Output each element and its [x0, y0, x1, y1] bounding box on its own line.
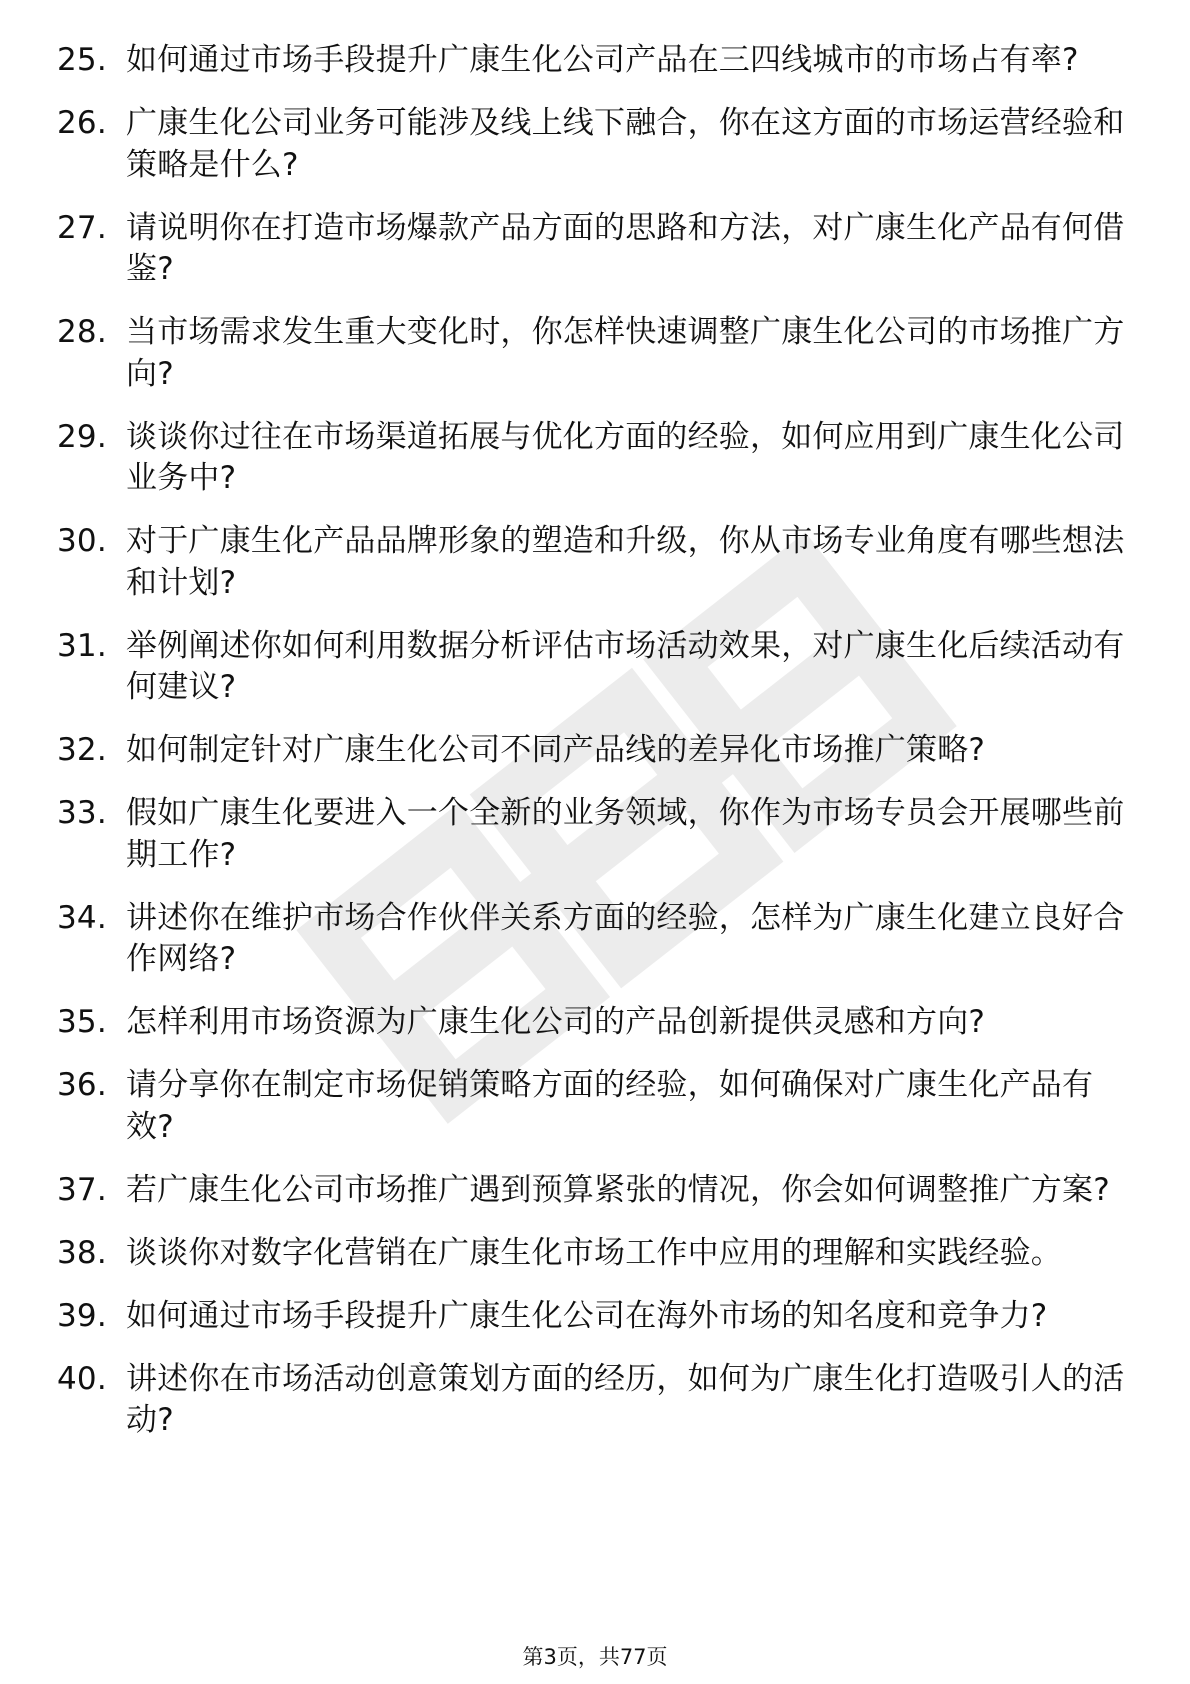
question-number: 31.	[57, 627, 107, 664]
question-item	[57, 103, 1127, 186]
question-number: 29.	[57, 418, 107, 455]
question-item	[57, 1170, 1127, 1212]
question-item	[57, 730, 1127, 772]
question-number: 40.	[57, 1360, 107, 1397]
question-item	[57, 1002, 1127, 1044]
question-number: 35.	[57, 1004, 107, 1040]
question-text: 广康生化公司业务可能涉及线上线下融合，你在这方面的市场运营经验和策略是什么?	[126, 105, 1125, 183]
question-text: 怎样利用市场资源为广康生化公司的产品创新提供灵感和方向?	[126, 1004, 986, 1040]
question-item	[57, 40, 1127, 82]
question-text: 举例阐述你如何利用数据分析评估市场活动效果，对广康生化后续活动有何建议?	[126, 627, 1125, 705]
question-text: 讲述你在维护市场合作伙伴关系方面的经验，怎样为广康生化建立良好合作网络?	[126, 899, 1125, 977]
question-item	[57, 898, 1127, 981]
question-number: 37.	[57, 1171, 107, 1208]
question-item	[57, 312, 1127, 395]
question-item	[57, 521, 1127, 604]
question-text: 请分享你在制定市场促销策略方面的经验，如何确保对广康生化产品有效?	[126, 1067, 1094, 1145]
question-number: 27.	[57, 209, 107, 246]
question-item	[57, 1296, 1127, 1338]
question-number: 36.	[57, 1067, 107, 1103]
question-number: 28.	[57, 314, 107, 350]
question-number: 32.	[57, 732, 107, 768]
question-text: 当市场需求发生重大变化时，你怎样快速调整广康生化公司的市场推广方向?	[126, 314, 1125, 392]
question-text: 如何制定针对广康生化公司不同产品线的差异化市场推广策略?	[126, 732, 986, 768]
question-number: 38.	[57, 1234, 107, 1271]
question-item	[57, 1065, 1127, 1148]
question-text: 对于广康生化产品品牌形象的塑造和升级，你从市场专业角度有哪些想法和计划?	[126, 523, 1125, 601]
question-text: 如何通过市场手段提升广康生化公司产品在三四线城市的市场占有率?	[126, 42, 1079, 78]
question-text: 讲述你在市场活动创意策划方面的经历，如何为广康生化打造吸引人的活动?	[126, 1360, 1125, 1438]
question-item	[57, 1233, 1127, 1275]
question-number: 26.	[57, 105, 107, 141]
question-text: 请说明你在打造市场爆款产品方面的思路和方法，对广康生化产品有何借鉴?	[126, 209, 1125, 287]
question-number: 30.	[57, 523, 107, 559]
question-item	[57, 417, 1127, 500]
question-text: 假如广康生化要进入一个全新的业务领域，你作为市场专员会开展哪些前期工作?	[126, 795, 1125, 873]
question-item	[57, 793, 1127, 876]
question-item	[57, 208, 1127, 291]
question-number: 39.	[57, 1297, 107, 1334]
question-text: 如何通过市场手段提升广康生化公司在海外市场的知名度和竞争力?	[126, 1297, 1048, 1334]
question-item	[57, 626, 1127, 709]
question-text: 谈谈你对数字化营销在广康生化市场工作中应用的理解和实践经验。	[126, 1234, 1062, 1271]
page-footer: 第3页，共77页	[522, 1645, 668, 1669]
question-number: 33.	[57, 795, 107, 831]
question-number: 25.	[57, 42, 107, 78]
question-list	[57, 40, 1127, 1463]
question-text: 若广康生化公司市场推广遇到预算紧张的情况，你会如何调整推广方案?	[126, 1171, 1110, 1208]
question-item	[57, 1359, 1127, 1442]
question-number: 34.	[57, 899, 107, 936]
question-text: 谈谈你过往在市场渠道拓展与优化方面的经验，如何应用到广康生化公司业务中?	[126, 418, 1125, 496]
